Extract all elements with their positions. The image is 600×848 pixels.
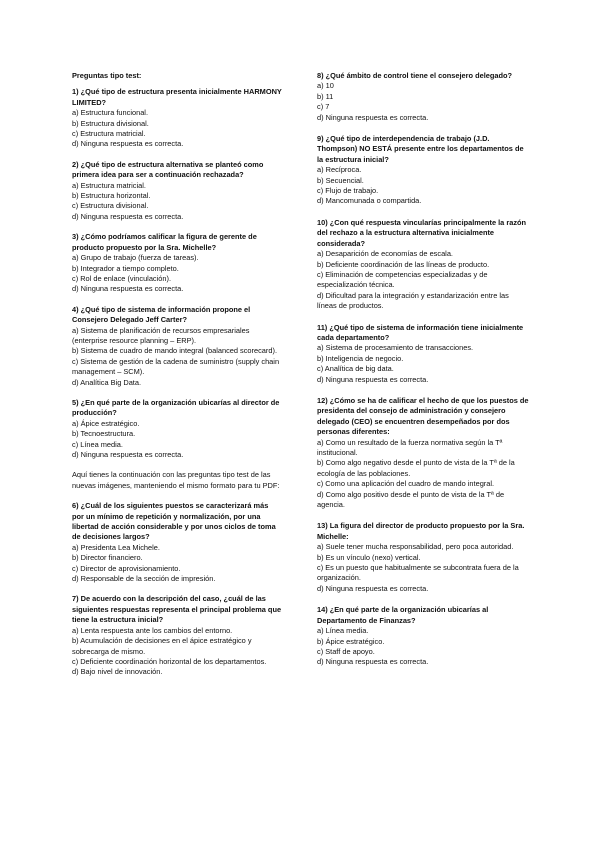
question-text: 14) ¿En qué parte de la organización ubicarías al Departamento de Finanzas? <box>317 605 489 625</box>
option-d: d) Responsable de la sección de impresión. <box>72 574 216 584</box>
question-8 <box>317 71 529 123</box>
question-10 <box>317 218 529 312</box>
question-text: 7) De acuerdo con la descripción del caso, ¿cuál de las siguientes respuestas representa el principal problema que tiene la estructura inicial? <box>72 594 282 625</box>
option-d: d) Ninguna respuesta es correcta. <box>72 211 184 221</box>
question-text: 5) ¿En qué parte de la organización ubicarías al director de producción? <box>72 397 280 418</box>
question-5 <box>72 398 282 460</box>
question-3 <box>72 232 282 294</box>
option-a: a) Estructura matricial. <box>72 180 146 190</box>
option-d: d) Ninguna respuesta es correcta. <box>317 657 429 667</box>
question-text: 13) La figura del director de producto propuesto por la Sra. Michelle: <box>317 521 525 541</box>
option-b: b) Director financiero. <box>72 553 143 563</box>
option-b: b) Como algo negativo desde el punto de vista de la Tª de la ecología de las poblaciones. <box>317 458 515 478</box>
question-9 <box>317 134 529 207</box>
option-d: d) Dificultad para la integración y estandarización entre las líneas de productos. <box>317 290 509 311</box>
option-b: b) Ápice estratégico. <box>317 636 385 646</box>
question-text: 2) ¿Qué tipo de estructura alternativa se planteó como primera idea para ser a continuación rechazada? <box>72 159 264 180</box>
option-a: a) Línea media. <box>317 626 369 636</box>
option-b: b) Es un vínculo (nexo) vertical. <box>317 552 421 562</box>
option-d: d) Ninguna respuesta es correcta. <box>317 112 429 122</box>
question-text: 1) ¿Qué tipo de estructura presenta inicialmente HARMONY LIMITED? <box>72 87 282 107</box>
option-c: c) Flujo de trabajo. <box>317 186 379 196</box>
continuation-note: Aquí tienes la continuación con las preguntas tipo test de las nuevas imágenes, manteniendo el mismo formato para tu PDF: <box>72 470 280 490</box>
option-c: c) Staff de apoyo. <box>317 646 375 656</box>
question-12 <box>317 396 529 510</box>
option-a: a) Lenta respuesta ante los cambios del entorno. <box>72 625 233 635</box>
option-b: b) Estructura divisional. <box>72 118 149 128</box>
question-6 <box>72 501 282 584</box>
question-2 <box>72 160 282 222</box>
option-b: b) Inteligencia de negocio. <box>317 353 404 363</box>
question-11 <box>317 323 529 385</box>
option-a: a) Recíproca. <box>317 165 362 175</box>
option-c: c) Director de aprovisionamiento. <box>72 563 181 573</box>
option-b: b) Estructura horizontal. <box>72 191 151 201</box>
question-text: 6) ¿Cuál de los siguientes puestos se caracterizará más por un mínimo de repetición y normalización, por una libertad de acción considerable y por unos ciclos de toma de decisiones largos? <box>72 501 276 542</box>
option-a: a) Suele tener mucha responsabilidad, pero poca autoridad. <box>317 542 514 552</box>
option-d: d) Ninguna respuesta es correcta. <box>72 284 184 294</box>
question-text: 11) ¿Qué tipo de sistema de información tiene inicialmente cada departamento? <box>317 322 524 342</box>
question-text: 12) ¿Cómo se ha de calificar el hecho de que los puestos de presidenta del consejo de administración y consejero delegado (CEO) se encuentren desempeñados por dos personas diferentes: <box>317 395 529 437</box>
option-a: a) Como un resultado de la fuerza normativa según la Tª institucional. <box>317 437 503 457</box>
option-c: c) Eliminación de competencias especializadas y de especialización técnica. <box>317 269 488 290</box>
question-text: 4) ¿Qué tipo de sistema de información propone el Consejero Delegado Jeff Carter? <box>72 304 251 325</box>
question-14 <box>317 605 529 667</box>
option-c: c) Línea media. <box>72 439 123 449</box>
option-a: a) 10 <box>317 81 334 91</box>
option-c: c) Analítica de big data. <box>317 364 394 374</box>
option-c: c) Estructura matricial. <box>72 129 146 139</box>
option-c: c) Es un puesto que habitualmente se subcontrata fuera de la organización. <box>317 563 519 583</box>
right-column <box>317 71 529 679</box>
option-d: d) Como algo positivo desde el punto de vista de la Tª de agencia. <box>317 489 505 510</box>
option-a: a) Estructura funcional. <box>72 108 148 118</box>
option-c: c) Deficiente coordinación horizontal de los departamentos. <box>72 656 267 666</box>
option-d: d) Ninguna respuesta es correcta. <box>72 450 184 459</box>
question-text: 3) ¿Cómo podríamos calificar la figura de gerente de producto propuesto por la Sra. Michelle? <box>72 232 257 252</box>
option-d: d) Ninguna respuesta es correcta. <box>72 139 184 149</box>
option-a: a) Sistema de planificación de recursos empresariales (enterprise resource planning – ERP). <box>72 325 250 345</box>
option-c: c) Estructura divisional. <box>72 201 149 211</box>
option-a: a) Presidenta Lea Michele. <box>72 542 160 552</box>
question-text: 10) ¿Con qué respuesta vincularías principalmente la razón del rechazo a la estructura alternativa inicialmente considerada? <box>317 217 527 248</box>
left-column <box>72 71 282 688</box>
option-d: d) Analítica Big Data. <box>72 377 142 387</box>
option-b: b) Sistema de cuadro de mando integral (balanced scorecard). <box>72 346 277 356</box>
question-7 <box>72 594 282 677</box>
question-text: 9) ¿Qué tipo de interdependencia de trabajo (J.D. Thompson) NO ESTÁ presente entre los departamentos de la estructura inicial? <box>317 134 524 164</box>
option-a: a) Grupo de trabajo (fuerza de tareas). <box>72 253 199 263</box>
option-c: c) Como una aplicación del cuadro de mando integral. <box>317 479 495 489</box>
option-b: b) Secuencial. <box>317 175 364 185</box>
option-b: b) Deficiente coordinación de las líneas de producto. <box>317 259 490 269</box>
option-d: d) Bajo nivel de innovación. <box>72 667 163 677</box>
option-c: c) Rol de enlace (vinculación). <box>72 273 171 283</box>
option-d: d) Ninguna respuesta es correcta. <box>317 374 429 384</box>
option-b: b) Tecnoestructura. <box>72 429 136 439</box>
question-1 <box>72 87 282 149</box>
option-a: a) Desaparición de economías de escala. <box>317 249 453 259</box>
option-b: b) 11 <box>317 91 334 101</box>
option-d: d) Ninguna respuesta es correcta. <box>317 583 429 593</box>
option-b: b) Acumulación de decisiones en el ápice estratégico y sobrecarga de mismo. <box>72 636 252 656</box>
question-text: 8) ¿Qué ámbito de control tiene el consejero delegado? <box>317 71 513 80</box>
option-b: b) Integrador a tiempo completo. <box>72 263 179 273</box>
option-c: c) Sistema de gestión de la cadena de suministro (supply chain management – SCM). <box>72 356 280 377</box>
section-heading: Preguntas tipo test: <box>72 71 142 80</box>
option-a: a) Sistema de procesamiento de transacciones. <box>317 343 474 353</box>
option-c: c) 7 <box>317 102 330 112</box>
question-13 <box>317 521 529 594</box>
option-d: d) Mancomunada o compartida. <box>317 196 422 206</box>
option-a: a) Ápice estratégico. <box>72 418 140 428</box>
question-4 <box>72 305 282 388</box>
